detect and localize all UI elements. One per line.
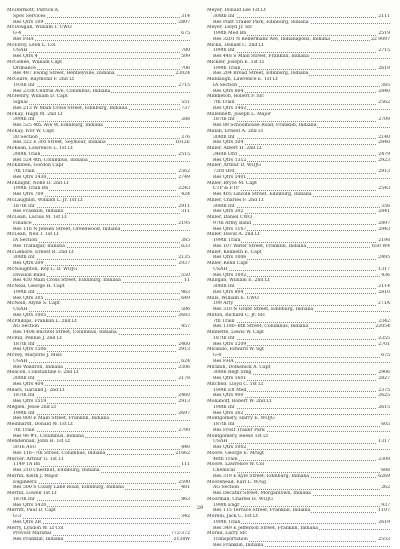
phone-number: 2715 bbox=[178, 82, 190, 88]
entry-text: Res Qtrs 1506 bbox=[7, 347, 47, 352]
phone-number: 551 bbox=[181, 100, 190, 105]
entry-text: Res 405 Lincoln Street, Edinburg, Indiana bbox=[207, 192, 313, 197]
entry-text: 199th Train bbox=[207, 238, 241, 243]
phone-number: 2553 bbox=[378, 537, 390, 542]
phone-number: 706 bbox=[181, 65, 190, 71]
entry-text: Res Qtrs 804 bbox=[207, 89, 244, 94]
entry-text: 7th Train bbox=[207, 100, 236, 105]
entry-text: Montgomery, Harry E. WOJG bbox=[207, 416, 275, 422]
entry-text: Res 213 W Main Cross Street, Edinburg, Indiana bbox=[7, 106, 128, 111]
phone-number: 2790 bbox=[178, 427, 190, 433]
entry-text: Millennett, Joseph L. Major bbox=[207, 111, 271, 117]
phone-number: 2195 bbox=[178, 220, 190, 226]
entry-text: Res 430 Main Cross Street, Edinburg, Indiana bbox=[7, 278, 122, 283]
phone-number: 2810 bbox=[378, 289, 390, 295]
entry-text: Res 500 S Coady Lane Road, Edinburg, Indiana bbox=[7, 485, 125, 490]
phone-number: 2943 bbox=[378, 226, 390, 232]
entry-text: Mirando, Edward W. Sgt bbox=[207, 347, 265, 353]
entry-text: McKibben, Gordon Capt bbox=[7, 163, 64, 169]
phone-number: 2615 bbox=[378, 404, 390, 410]
phone-number: 2840 bbox=[378, 88, 390, 94]
entry-text: Ordnance bbox=[7, 66, 37, 71]
phone-number: 1107 bbox=[378, 508, 390, 514]
phone-number: 271A bbox=[377, 301, 390, 307]
entry-text: McLean, Neil T. 1st Lt bbox=[7, 232, 59, 238]
entry-text: Miller, Arthur D. WOJG bbox=[207, 163, 261, 169]
entry-text: 199th Train bbox=[207, 520, 241, 525]
phone-number: 2683 bbox=[178, 312, 190, 318]
phone-number: 2243 bbox=[178, 186, 190, 192]
entry-text: Res Qtrs 900 bbox=[207, 393, 244, 398]
entry-text: McNaughton, Roy L. D. WOJG bbox=[7, 266, 78, 272]
entry-text: Res 3201 N Kellermanz Ave, Indianapolis, Indiana bbox=[207, 37, 331, 42]
directory-entry-detail bbox=[207, 543, 390, 549]
phone-number: 2709 bbox=[378, 117, 390, 123]
entry-text: Middaugh, Lawrence E. 1st Lt bbox=[207, 77, 278, 82]
phone-number: 2937 bbox=[178, 261, 190, 266]
entry-text: Res Franklin, Indiana bbox=[7, 209, 64, 214]
entry-text: McLemore, Ernest R. 2nd Lt bbox=[7, 249, 74, 255]
phone-number: 2701 bbox=[378, 341, 390, 347]
phone-number: 599 bbox=[181, 54, 190, 59]
entry-text: Res Qtrs 1002 bbox=[207, 273, 247, 278]
entry-text: 48th Train bbox=[207, 457, 239, 462]
entry-text: 199th Engr bbox=[207, 503, 240, 508]
phone-number: 2519 bbox=[378, 31, 390, 36]
entry-text: USAH bbox=[207, 439, 228, 444]
phone-number: 376 bbox=[181, 134, 190, 140]
entry-text: Res Qtrs 504 bbox=[207, 140, 244, 145]
entry-text: Res Qtrs 709 bbox=[7, 192, 44, 197]
entry-text: USAH bbox=[7, 359, 28, 364]
phone-number: 2460 bbox=[178, 393, 190, 399]
phone-number: 424 bbox=[181, 192, 190, 197]
entry-text: Res 210 Chestnut, Edinburg, Indiana bbox=[7, 468, 101, 473]
phone-number: 2460 bbox=[178, 341, 190, 347]
entry-text: Res Qtrs 309 bbox=[7, 261, 44, 266]
entry-text: McNeal, George H. Capt bbox=[7, 284, 65, 289]
entry-text: Signal bbox=[7, 100, 29, 105]
entry-text: McHenry, William D. Capt bbox=[7, 94, 68, 100]
directory-column-right bbox=[207, 8, 390, 549]
entry-text: 198th Inf bbox=[207, 405, 236, 410]
entry-text: Res 107 Water Street, Franklin, Indiana bbox=[207, 244, 307, 249]
phone-number: 688 bbox=[381, 468, 390, 473]
entry-text: 187th Inf bbox=[207, 336, 236, 341]
entry-text: Finance bbox=[7, 221, 33, 226]
phone-number: 436 bbox=[381, 272, 390, 278]
entry-text: Miller, Charles F. 2nd Lt bbox=[207, 197, 264, 203]
entry-text: G-4 bbox=[7, 31, 22, 36]
entry-text: Res Qtrs 1312 bbox=[207, 158, 247, 163]
entry-text: G-3 bbox=[7, 514, 22, 519]
entry-text: Res 1408 Buchtel Street, Columbus, Indiana bbox=[7, 330, 118, 335]
entry-text: Res Qtrs 1519 bbox=[7, 399, 47, 404]
entry-text: Mendenhall, John H. 1st Lt bbox=[7, 439, 70, 445]
phone-number: 1317 bbox=[378, 439, 390, 445]
entry-text: 308th Inf bbox=[7, 376, 36, 381]
entry-text: Res Waldron, Indiana bbox=[7, 365, 64, 370]
entry-text: McGuire, Raymond F. 2nd Lt bbox=[7, 77, 75, 82]
entry-text: Moore, George E. M/Sgt bbox=[207, 450, 264, 456]
phone-number: 2625 bbox=[378, 393, 390, 399]
entry-text: McGehee, William Capt bbox=[7, 59, 63, 65]
phone-number: 440 bbox=[181, 445, 190, 450]
entry-text: 1149 TA Bn bbox=[7, 462, 41, 467]
entry-text: Res Qtrs 4 bbox=[7, 54, 39, 59]
entry-text: Miller, Bryce M. Capt bbox=[207, 180, 258, 186]
phone-number: 457 bbox=[181, 324, 190, 330]
entry-text: McKay, Hugh M. 2nd Lt bbox=[7, 111, 63, 117]
phone-number: 2178 bbox=[178, 376, 190, 381]
entry-text: 199th Eff Med bbox=[207, 388, 247, 393]
entry-text: USAH bbox=[7, 307, 28, 312]
entry-text: Merrill, Lowell 1st Lt bbox=[7, 491, 57, 496]
phone-number: 675 bbox=[181, 31, 190, 36]
entry-text: Res Qtrs 1005 bbox=[7, 313, 47, 318]
entry-text: Res Qtrs 1401 bbox=[207, 175, 247, 180]
entry-text: USAH bbox=[7, 48, 28, 53]
phone-number: 2138W bbox=[173, 537, 190, 542]
entry-text: Res Qtrs 1420 bbox=[7, 503, 47, 508]
entry-text: Res 319 E Kyle Street, Edinburg, Indiana bbox=[207, 474, 310, 479]
entry-text: 73rd Ord bbox=[207, 169, 235, 174]
phone-number: 937 bbox=[381, 502, 390, 508]
phone-number: 2906 bbox=[378, 370, 390, 376]
entry-text: Res Qtrs 1601 bbox=[207, 376, 247, 381]
entry-text: Milligan, William E. 2nd Lt bbox=[207, 278, 270, 284]
entry-text: Res 2338 Central Ave, Columbus, Indiana bbox=[7, 89, 111, 94]
phone-number: 2590 bbox=[178, 479, 190, 485]
entry-text: Res 322 E 3rd Street, Seymour, Indiana bbox=[7, 140, 107, 145]
entry-text: 308th Inf bbox=[207, 204, 236, 209]
phone-number: 1012E bbox=[174, 140, 190, 146]
phone-number: 2562 bbox=[378, 100, 390, 105]
entry-text: Res Qtrs 305 bbox=[7, 296, 44, 301]
entry-text: Transportation bbox=[207, 537, 249, 542]
entry-text: Mickler, Joseph E. 1st Lt bbox=[207, 59, 265, 65]
entry-text: 199th Train bbox=[207, 66, 241, 71]
entry-text: IA Section bbox=[207, 83, 238, 88]
phone-number: 2913 bbox=[178, 399, 190, 404]
entry-text: Res Qtrs 1006 bbox=[207, 255, 247, 260]
entry-text: Res Decatur Street, Morgantown, Indiana bbox=[207, 491, 312, 496]
entry-text: Minnette, Lewis W. Capt bbox=[207, 330, 265, 335]
phone-number: 650 W4 bbox=[372, 243, 390, 249]
entry-text: Res 487 Ewing Street, Bentleyville, Indiana bbox=[7, 71, 116, 76]
entry-text: McKean, Lawrence L. 1st Lt bbox=[7, 146, 73, 151]
entry-text: Res 116 N Jensen Street, Greenwood, Indiana bbox=[7, 227, 121, 232]
entry-text: McDougall, William T. CWO bbox=[7, 25, 72, 31]
phone-number: 262 bbox=[381, 485, 390, 491]
entry-text: Miller, David A. 2nd Lt bbox=[207, 232, 260, 238]
entry-text: Miller, Kenneth E. Capt bbox=[207, 249, 262, 255]
entry-text: McElroy, Leon L. Col bbox=[7, 42, 56, 48]
phone-number: 2619 bbox=[378, 65, 390, 71]
entry-text: McLaughlin, William L. Jr. 1st Lt bbox=[7, 197, 83, 203]
entry-text: 193th Inf bbox=[7, 83, 36, 88]
entry-text: 308th Inf bbox=[207, 135, 236, 140]
phone-number: 780 bbox=[181, 48, 190, 54]
entry-text: 187th Inf bbox=[7, 342, 36, 347]
phone-number: 2827 bbox=[378, 376, 390, 381]
phone-number: 624 bbox=[181, 358, 190, 364]
entry-text: 187th Inf bbox=[7, 497, 36, 502]
phone-number: 2114 bbox=[378, 284, 390, 289]
entry-text: Miller, Daniel CWO bbox=[207, 215, 252, 220]
phone-number: 772-372 bbox=[170, 531, 190, 537]
entry-text: Res 524 4th, Columbus, Indiana bbox=[7, 158, 89, 163]
phone-number: 2342 bbox=[378, 318, 390, 324]
entry-text: Res 448 S Main Street, Franklin, Indiana bbox=[207, 54, 310, 59]
entry-text: Mears, Garland J. 2nd Lt bbox=[7, 387, 65, 393]
entry-text: Meyer, Lloyd Jr. Sfc bbox=[207, 25, 253, 31]
phone-number: 2619 bbox=[378, 519, 390, 525]
phone-number: 2479 bbox=[378, 151, 390, 157]
phone-number: 2198 bbox=[378, 238, 390, 243]
entry-text: Provost Marshal bbox=[7, 531, 52, 536]
entry-text: Res 800 E Main Street, Franklin, Indiana bbox=[7, 416, 110, 421]
entry-text: Res FHA bbox=[207, 359, 235, 364]
entry-text: Res Qtrs 1402 bbox=[207, 106, 247, 111]
entry-text: McPhillips, Franklin L. 2nd Lt bbox=[7, 318, 77, 324]
phone-number: 963 bbox=[181, 289, 190, 295]
entry-text: AG Section bbox=[7, 324, 40, 329]
entry-text: 199th Inf bbox=[7, 290, 36, 295]
entry-text: G-4 bbox=[207, 353, 222, 358]
entry-text: Spec Services bbox=[7, 14, 47, 19]
phone-number: 356 bbox=[381, 203, 390, 209]
phone-number: 385 bbox=[181, 238, 190, 243]
phone-number: 633 bbox=[181, 243, 190, 249]
entry-text: 199th Med Bn bbox=[207, 31, 247, 36]
entry-text: 187th Inf bbox=[207, 422, 236, 427]
entry-text: Res 116--7th Street, Columbus, Indiana bbox=[7, 451, 106, 456]
entry-text: 199th Train Bn bbox=[7, 186, 49, 191]
entry-text: Mirabih, Domenick A. Capt bbox=[207, 364, 271, 370]
entry-text: Division Band bbox=[7, 273, 46, 278]
entry-text: Miller, Albert H. 2nd Lt bbox=[207, 146, 262, 151]
entry-text: Meyer, Donald Lee 1st Lt bbox=[207, 8, 266, 13]
entry-text: Res Qtrs 1209 bbox=[207, 342, 247, 347]
phone-number: 675 bbox=[381, 353, 390, 358]
phone-number: 2749 bbox=[178, 174, 190, 180]
entry-text: Meglen, Jesse 2nd Lt bbox=[7, 404, 57, 410]
entry-text: 308th Inf bbox=[7, 255, 36, 260]
phone-number: 2135 bbox=[178, 255, 190, 261]
phone-number: 22054 bbox=[375, 324, 390, 330]
entry-text: Meacon, Constantine F. 2nd Lt bbox=[7, 370, 79, 376]
entry-text: Engineers bbox=[7, 480, 38, 485]
entry-text: 199th Inf bbox=[207, 48, 236, 53]
entry-text: 7th Train bbox=[7, 169, 36, 174]
entry-text: 308th Inf bbox=[207, 14, 236, 19]
entry-text: Millan, Ernest A. 2nd Lt bbox=[207, 128, 264, 134]
entry-text: Montgomery, Reese 1st Lt bbox=[207, 433, 269, 439]
entry-text: 199 Arty bbox=[207, 301, 234, 306]
entry-text: Middleton, Robert F. Sfc bbox=[207, 94, 264, 100]
phone-number: 311 bbox=[181, 209, 190, 215]
entry-text: 346th Ord bbox=[207, 152, 238, 157]
phone-number: 2562 bbox=[178, 169, 190, 174]
phone-number: 737 bbox=[181, 105, 190, 111]
entry-text: Res Qtrs 804 bbox=[207, 290, 244, 295]
phone-number: 2543 bbox=[378, 186, 390, 192]
phone-number: 23024 bbox=[175, 71, 190, 77]
entry-text: 7th Train bbox=[7, 428, 36, 433]
entry-text: Moorehead, Earl L. W/Sg bbox=[207, 479, 266, 485]
entry-text: USAH bbox=[207, 267, 228, 272]
entry-text: 187th Inf bbox=[7, 393, 36, 398]
phone-number: 2375 bbox=[378, 387, 390, 393]
entry-text: 97th Army Band bbox=[207, 221, 252, 226]
entry-text: 187th Inf bbox=[7, 204, 36, 209]
entry-text: Micka, Donald C. 2nd Lt bbox=[207, 42, 264, 48]
phone-number: 2140 bbox=[378, 134, 390, 140]
entry-text: Moore, Lawrence W. Col bbox=[207, 462, 265, 468]
entry-text: McKay, Ivor W. Capt bbox=[7, 128, 55, 134]
entry-text: Res Franklin, Indiana bbox=[207, 543, 264, 548]
phone-number: 481 bbox=[181, 485, 190, 491]
phone-number: 2913 bbox=[378, 169, 390, 174]
entry-text: 3016 ASU bbox=[7, 445, 38, 450]
entry-text: Res Qtrs 302 bbox=[207, 411, 244, 416]
entry-text: 399th Inf bbox=[7, 117, 36, 122]
entry-text: McVey, Marjorie J. Miss bbox=[7, 353, 62, 358]
entry-text: 390th Train bbox=[7, 152, 41, 157]
phone-number: 111 bbox=[181, 462, 190, 468]
phone-number: 2923 bbox=[378, 157, 390, 163]
phone-number: 2913 bbox=[178, 347, 190, 353]
entry-text: Molianoff, Robert W. 2nd Lt bbox=[207, 399, 272, 404]
entry-text: Merrill, Keith J. Major bbox=[7, 473, 59, 479]
phone-number: 2309 bbox=[378, 456, 390, 462]
entry-text: 199th Inf bbox=[7, 411, 36, 416]
directory-column-left bbox=[7, 8, 190, 543]
entry-text: 187th Inf bbox=[207, 117, 236, 122]
entry-text: Res 115 Terrace Street, Franklin, Indiana bbox=[207, 508, 311, 513]
entry-text: McKnight, Nolle D. 2nd Lt bbox=[7, 180, 69, 186]
entry-text: 7th Train bbox=[207, 319, 236, 324]
phone-number: 2515 bbox=[178, 151, 190, 157]
entry-text: Mills, William E. CWO bbox=[207, 295, 259, 301]
phone-number: 2306 bbox=[178, 364, 190, 370]
phone-number: 21662 bbox=[175, 450, 190, 456]
phone-number: 314 bbox=[181, 13, 190, 19]
entry-text: Res 89 Schoolhouse Road, Franklin, Indiana bbox=[207, 123, 317, 128]
entry-text: Res Platt Trailer Park, Edinburg, Indiana bbox=[207, 20, 310, 25]
phone-number: 2897 bbox=[378, 220, 390, 226]
phone-number: 11 bbox=[184, 278, 190, 284]
phone-number: 863 bbox=[181, 496, 190, 502]
entry-text: Morelli, Jack C. 1st Lt bbox=[207, 514, 258, 519]
entry-text: Res Qtrs 1430 bbox=[7, 175, 47, 180]
phone-number: 605 bbox=[381, 422, 390, 427]
entry-text: Miller, Kenn Capt bbox=[207, 261, 248, 266]
phone-number: 2355 bbox=[378, 335, 390, 341]
entry-text: 30 Section bbox=[7, 135, 39, 140]
page-number: 29 bbox=[196, 505, 204, 511]
phone-number: 2697 bbox=[178, 410, 190, 416]
phone-number: 649 bbox=[181, 295, 190, 301]
entry-text: 308th Inf bbox=[207, 284, 236, 289]
entry-text: Res Qtrs 404 bbox=[7, 382, 44, 387]
phone-number: 342 bbox=[181, 514, 190, 519]
phone-number: 385 bbox=[381, 82, 390, 88]
entry-text: 308th Regt Stng bbox=[207, 370, 252, 375]
entry-text: Merry, Lyndon W. Lt Col bbox=[7, 525, 64, 531]
entry-text: McNeill, Alyne S. Capt bbox=[7, 301, 60, 307]
entry-text: Chemical bbox=[207, 468, 236, 473]
entry-text: Merritt, Paul D. Capt bbox=[7, 508, 56, 514]
entry-text: IA Section bbox=[7, 238, 38, 243]
entry-text: Res Trafalgar, Indiana bbox=[7, 244, 66, 249]
entry-text: Res 349 E Jefferson Street, Franklin, Indiana bbox=[207, 526, 319, 531]
phone-number: 550 bbox=[181, 272, 190, 278]
phone-number: 2495 bbox=[378, 255, 390, 261]
phone-number: 586 bbox=[181, 307, 190, 312]
phone-number: 2841 bbox=[378, 209, 390, 215]
phone-number: 2807 bbox=[178, 19, 190, 25]
entry-text: McLean, Lucius M. 1st Lt bbox=[7, 215, 67, 220]
phone-number: 22 9097 bbox=[371, 36, 390, 42]
entry-text: Res Qtrs 1002 bbox=[207, 445, 247, 450]
phone-number: 388 bbox=[181, 117, 190, 123]
entry-text: Res 204 Broad Street, Edinburg, Indiana bbox=[207, 71, 309, 76]
phone-number: 6269 bbox=[378, 473, 390, 479]
phone-number: 2911 bbox=[178, 203, 190, 209]
entry-text: Res FHA bbox=[7, 37, 35, 42]
entry-text: Milton, Richard C. Jr. Sfc bbox=[207, 312, 266, 318]
phone-number: 2840 bbox=[378, 140, 390, 146]
entry-text: Res 98 #1, Columbus, Indiana bbox=[7, 434, 85, 439]
entry-text: Res Qtrs 2B bbox=[7, 520, 42, 525]
entry-text: Res 525 4th. Ave W, Edinburg, Indiana bbox=[7, 123, 104, 128]
entry-text: Moran, Larry Sfc bbox=[207, 531, 247, 537]
phone-number: 1317 bbox=[378, 266, 390, 272]
entry-text: Res 310 N Grant Street, Edinburg, Indiana bbox=[207, 307, 314, 312]
entry-text: Meinhardt, Donald W. 1st Lt bbox=[7, 422, 73, 427]
phone-number: 2111 bbox=[378, 13, 390, 19]
entry-text: Moorman, Charles H. WOJG bbox=[207, 496, 273, 502]
entry-text: Mercer, Arthur G. 1st Lt bbox=[7, 456, 64, 462]
entry-text: Res Qtrs 302 bbox=[207, 209, 244, 214]
phone-number: 2715 bbox=[378, 48, 390, 54]
entry-text: McRill, Pennie J. 2nd Lt bbox=[7, 335, 62, 341]
entry-text: Res Qtrs 1107 bbox=[207, 227, 247, 232]
entry-text: CTP & FTP bbox=[207, 186, 240, 191]
directory-entry-detail bbox=[7, 537, 190, 543]
entry-text: Mitchell, Lloyd C. 1st Lt bbox=[207, 381, 264, 387]
entry-text: Res 1180--8th Street, Columbus, Indiana bbox=[207, 324, 309, 329]
entry-text: Res Frost Trailer Park bbox=[207, 428, 266, 433]
entry-text: Res Qtrs 109 bbox=[7, 20, 44, 25]
entry-text: AG Section bbox=[207, 485, 240, 490]
entry-text: Res Franklin, Indiana bbox=[7, 537, 64, 542]
entry-text: McDermott, Patrick A. bbox=[7, 8, 60, 13]
